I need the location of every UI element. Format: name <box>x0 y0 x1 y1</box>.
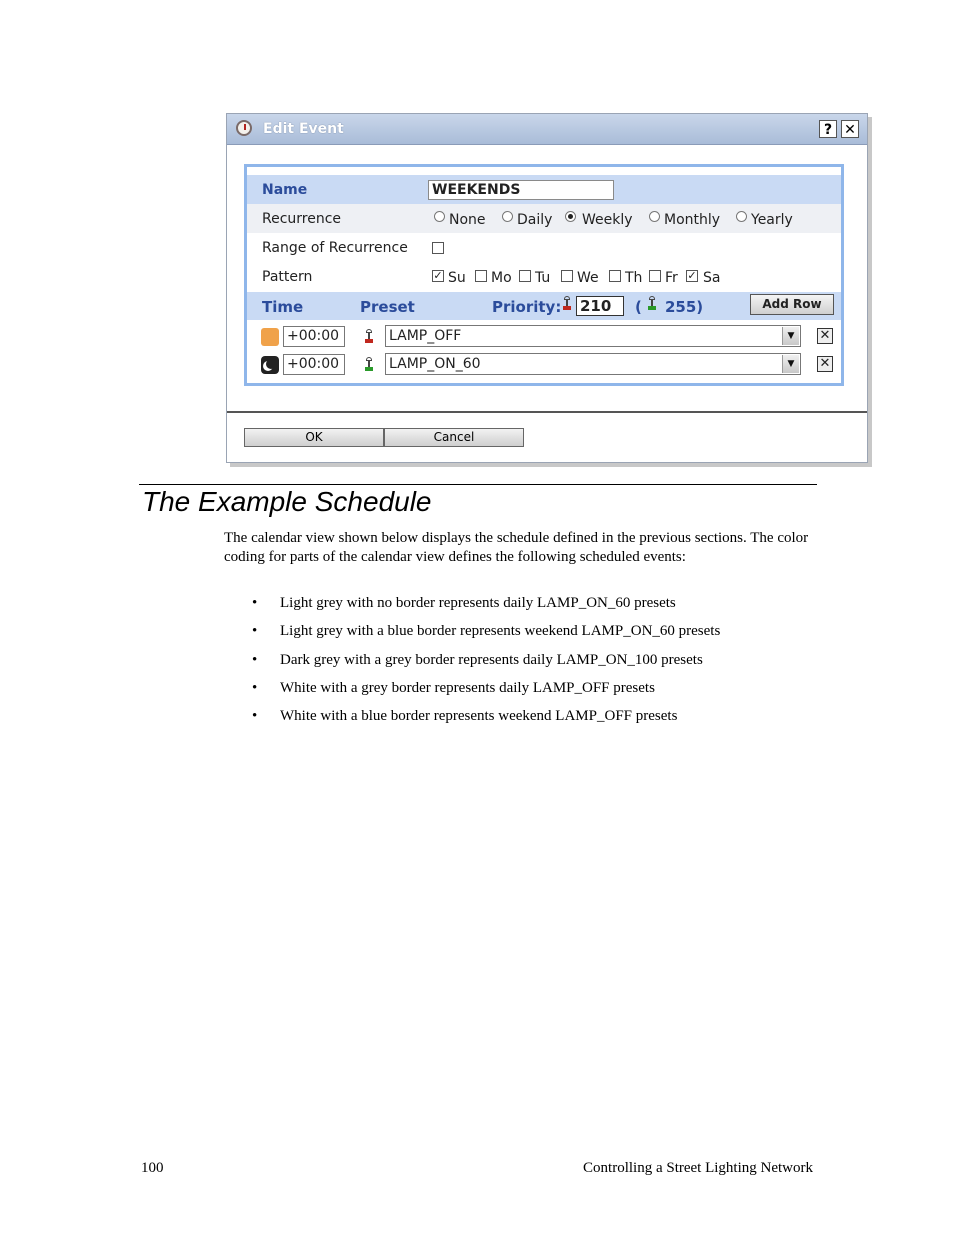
day-label-mo: Mo <box>491 270 512 286</box>
bullet-list <box>252 594 720 735</box>
preset-column-header: Preset <box>360 298 415 316</box>
day-checkbox-tu[interactable] <box>519 270 531 282</box>
priority-label: Priority: <box>492 298 562 316</box>
chevron-down-icon[interactable]: ▼ <box>782 355 799 373</box>
radio-monthly-label: Monthly <box>664 212 721 228</box>
radio-weekly-label: Weekly <box>582 212 633 228</box>
range-row <box>247 233 841 262</box>
name-row <box>247 175 841 204</box>
moon-icon <box>261 356 279 374</box>
edit-event-dialog <box>226 113 868 463</box>
preset-value: LAMP_OFF <box>389 328 462 344</box>
priority-max: 255) <box>665 298 704 316</box>
time-input[interactable]: +00:00 <box>283 326 345 347</box>
event-panel <box>244 164 844 386</box>
time-input[interactable]: +00:00 <box>283 354 345 375</box>
ok-button[interactable]: OK <box>244 428 384 447</box>
dialog-titlebar <box>227 114 867 145</box>
section-heading: The Example Schedule <box>142 486 432 517</box>
priority-lamp-icon <box>562 296 572 310</box>
radio-none-label: None <box>449 212 486 228</box>
priority-max-open: ( <box>635 298 642 316</box>
recurrence-row <box>247 204 841 233</box>
day-checkbox-sa[interactable]: ✓ <box>687 269 697 282</box>
dialog-separator <box>227 411 867 413</box>
intro-paragraph: The calendar view shown below displays the schedule defined in the previous sections. The color coding for parts of the calendar view defines the following scheduled events: <box>224 530 809 565</box>
table-row <box>247 352 841 378</box>
name-label: Name <box>262 182 308 198</box>
day-label-th: Th <box>625 270 643 286</box>
radio-weekly[interactable] <box>565 211 576 222</box>
list-item: • Light grey with a blue border represents weekend LAMP_ON_60 presets <box>252 622 720 650</box>
close-button[interactable]: ✕ <box>841 120 859 138</box>
range-checkbox[interactable] <box>432 242 444 254</box>
day-checkbox-su[interactable]: ✓ <box>433 269 443 282</box>
columns-header <box>247 292 841 320</box>
range-label: Range of Recurrence <box>262 240 408 256</box>
preset-lamp-icon <box>364 357 374 371</box>
name-input[interactable]: WEEKENDS <box>428 180 614 200</box>
max-lamp-icon <box>647 296 657 310</box>
day-label-fr: Fr <box>665 270 678 286</box>
dialog-title: Edit Event <box>263 121 344 137</box>
chevron-down-icon[interactable]: ▼ <box>782 327 799 345</box>
page-number: 100 <box>141 1160 164 1176</box>
radio-yearly[interactable] <box>736 211 747 222</box>
delete-row-button[interactable]: ✕ <box>817 356 833 372</box>
day-checkbox-th[interactable] <box>609 270 621 282</box>
day-checkbox-fr[interactable] <box>649 270 661 282</box>
cancel-button[interactable]: Cancel <box>384 428 524 447</box>
list-item: • Dark grey with a grey border represents daily LAMP_ON_100 presets <box>252 651 720 679</box>
add-row-button[interactable]: Add Row <box>750 294 834 315</box>
day-label-sa: Sa <box>703 270 721 286</box>
day-checkbox-we[interactable] <box>561 270 573 282</box>
section-rule <box>139 484 817 485</box>
radio-daily[interactable] <box>502 211 513 222</box>
pattern-row <box>247 262 841 291</box>
day-label-su: Su <box>448 270 466 286</box>
time-column-header: Time <box>262 298 304 316</box>
day-label-tu: Tu <box>535 270 551 286</box>
list-item: • White with a blue border represents weekend LAMP_OFF presets <box>252 707 720 735</box>
radio-daily-label: Daily <box>517 212 553 228</box>
preset-select[interactable] <box>385 353 801 375</box>
recurrence-label: Recurrence <box>262 211 342 227</box>
day-label-we: We <box>577 270 599 286</box>
pattern-label: Pattern <box>262 269 313 285</box>
delete-row-button[interactable]: ✕ <box>817 328 833 344</box>
radio-none[interactable] <box>434 211 445 222</box>
clock-icon <box>236 120 252 136</box>
preset-value: LAMP_ON_60 <box>389 356 481 372</box>
table-row <box>247 324 841 350</box>
sunrise-icon <box>261 328 279 346</box>
list-item: • White with a grey border represents daily LAMP_OFF presets <box>252 679 720 707</box>
list-item: • Light grey with no border represents daily LAMP_ON_60 presets <box>252 594 720 622</box>
priority-input[interactable]: 210 <box>576 296 624 316</box>
footer-title: Controlling a Street Lighting Network <box>583 1160 813 1176</box>
preset-lamp-icon <box>364 329 374 343</box>
radio-monthly[interactable] <box>649 211 660 222</box>
help-button[interactable]: ? <box>819 120 837 138</box>
radio-yearly-label: Yearly <box>751 212 793 228</box>
day-checkbox-mo[interactable] <box>475 270 487 282</box>
preset-select[interactable] <box>385 325 801 347</box>
